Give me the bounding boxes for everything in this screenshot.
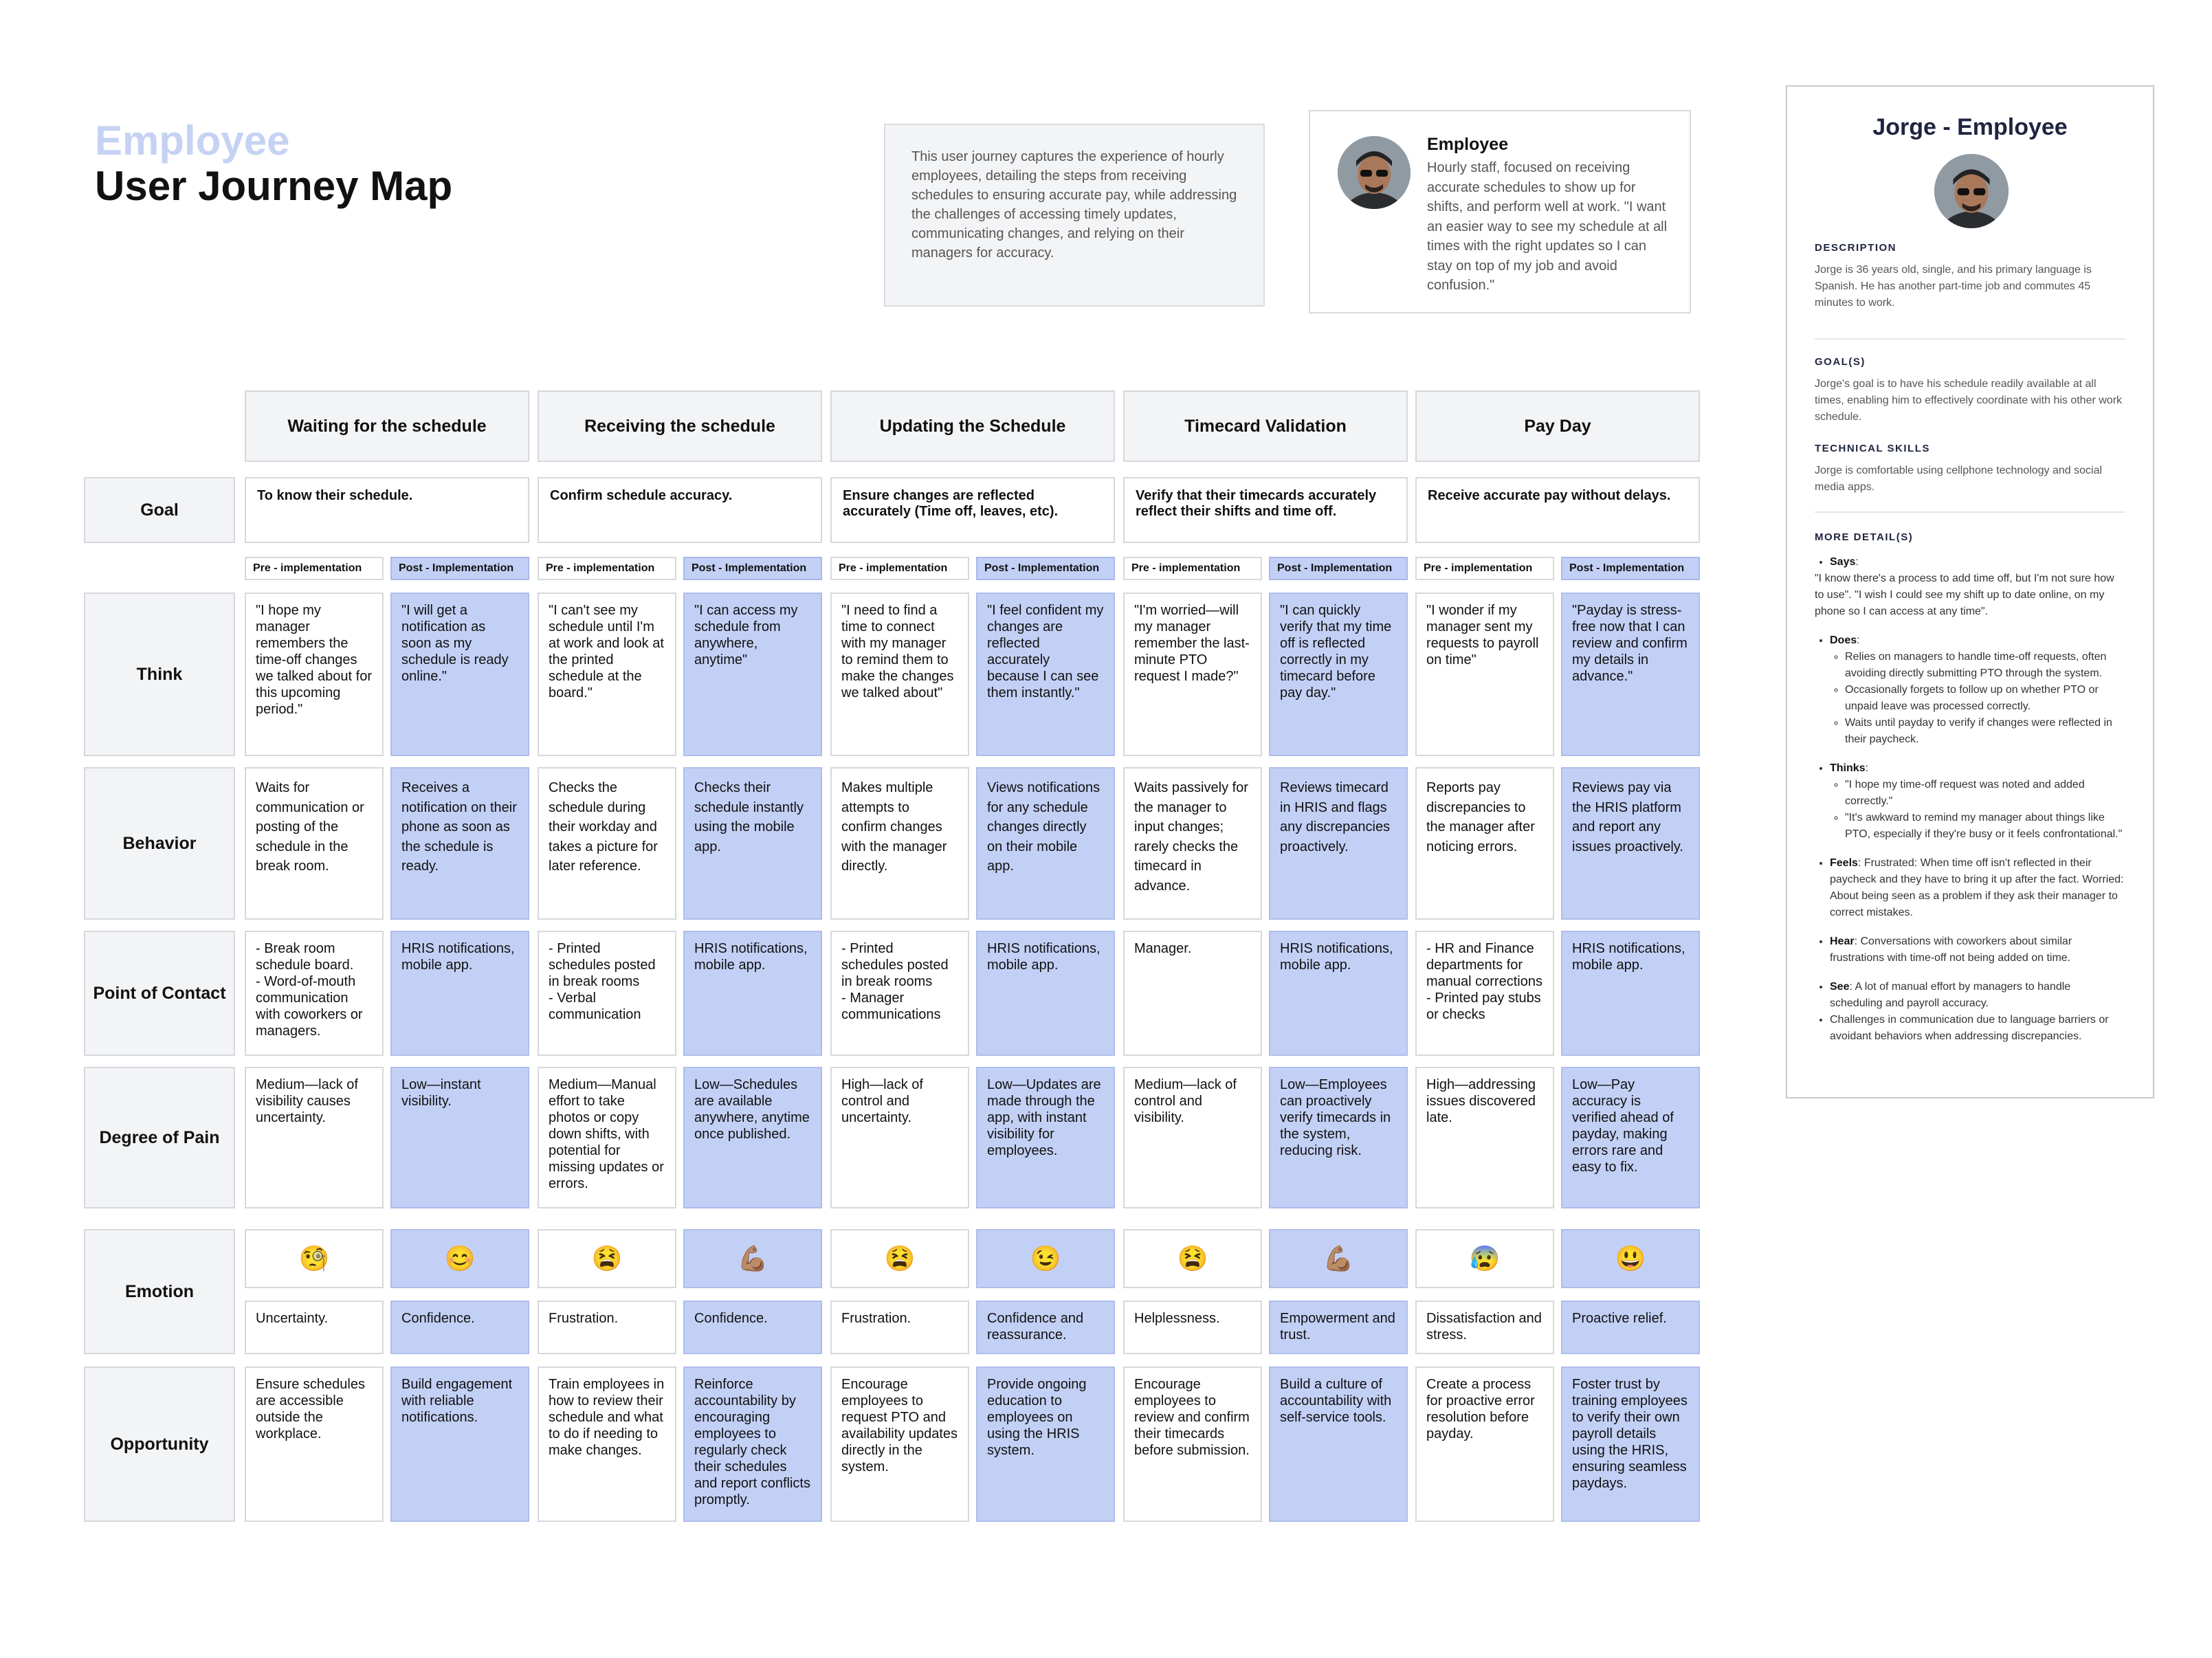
opportunity-cell: Create a process for proactive error resolution before payday. [1415,1367,1554,1522]
avatar [1338,136,1411,209]
emotion-text-cell: Uncertainty. [245,1301,384,1354]
row-label-opportunity: Opportunity [84,1367,235,1522]
emotion-text-cell: Confidence. [683,1301,822,1354]
emotion-text-cell: Confidence and reassurance. [976,1301,1115,1354]
persona-card [1309,110,1691,313]
think-cell: "I'm worried—will my manager remember the last-minute PTO request I made?" [1123,593,1262,756]
opportunity-cell: Ensure schedules are accessible outside the workplace. [245,1367,384,1522]
section-heading: TECHNICAL SKILLS [1815,443,1930,454]
goal-cell: To know their schedule. [245,477,529,543]
stage-header: Pay Day [1415,390,1700,462]
more-details-section [1815,529,2125,1057]
contact-cell: - Printed schedules posted in break rooms - Manager communications [830,931,969,1056]
description-section [1815,242,2125,311]
behavior-cell: Reviews pay via the HRIS platform and report any issues proactively. [1561,767,1700,920]
goals-text: Jorge's goal is to have his schedule readily available at all times, enabling him to effectively coordinate with his other work schedule. [1815,378,2123,423]
emotion-text-cell: Frustration. [538,1301,676,1354]
opportunity-cell: Build engagement with reliable notifications. [390,1367,529,1522]
pain-cell: Low—Updates are made through the app, with instant visibility for employees. [976,1067,1115,1208]
thinks-label: Thinks [1830,762,1866,774]
row-label-contact: Point of Contact [84,931,235,1056]
tag-post-implementation: Post - Implementation [976,557,1115,580]
tag-post-implementation: Post - Implementation [1561,557,1700,580]
see-label: See [1830,981,1850,993]
section-heading: DESCRIPTION [1815,242,1897,254]
see-extra-text: • Challenges in communication due to language barriers or avoidant behaviors when addressing discrepancies. [1830,1012,2125,1045]
pain-cell: Medium—Manual effort to take photos or copy down shifts, with potential for missing updates or errors. [538,1067,676,1208]
behavior-cell: Reviews timecard in HRIS and flags any discrepancies proactively. [1269,767,1408,920]
opportunity-cell: Foster trust by training employees to verify their own payroll details using the HRIS, ensuring seamless paydays. [1561,1367,1700,1522]
profile-card [1786,85,2154,1098]
tag-post-implementation: Post - Implementation [1269,557,1408,580]
stage-header: Updating the Schedule [830,390,1115,462]
behavior-cell: Views notifications for any schedule changes directly on their mobile app. [976,767,1115,920]
pain-cell: Low—Pay accuracy is verified ahead of payday, making errors rare and easy to fix. [1561,1067,1700,1208]
contact-cell: - HR and Finance departments for manual corrections - Printed pay stubs or checks [1415,931,1554,1056]
tag-pre-implementation: Pre - implementation [1415,557,1554,580]
emotion-emoji: 😃 [1561,1229,1700,1288]
row-label-think: Think [84,593,235,756]
profile-name: Jorge - Employee [1872,114,2068,140]
hear-label: Hear [1830,936,1855,947]
list-item: ◦ Relies on managers to handle time-off requests, often avoiding directly submitting PTO through the system. [1845,649,2125,682]
stage-header: Receiving the schedule [538,390,822,462]
skills-section [1815,443,2125,496]
pain-cell: High—lack of control and uncertainty. [830,1067,969,1208]
emotion-emoji: 🧐 [245,1229,384,1288]
contact-cell: - Printed schedules posted in break rooms - Verbal communication [538,931,676,1056]
think-cell: "I feel confident my changes are reflected accurately because I can see them instantly." [976,593,1115,756]
emotion-emoji: 😫 [538,1229,676,1288]
think-cell: "I can quickly verify that my time off is reflected correctly in my timecard before pay day." [1269,593,1408,756]
opportunity-cell: Build a culture of accountability with self-service tools. [1269,1367,1408,1522]
opportunity-cell: Provide ongoing education to employees on using the HRIS system. [976,1367,1115,1522]
row-label-goal: Goal [84,477,235,543]
think-cell: "I hope my manager remembers the time-off changes we talked about for this upcoming period." [245,593,384,756]
emotion-emoji: 😰 [1415,1229,1554,1288]
contact-cell: HRIS notifications, mobile app. [390,931,529,1056]
goal-cell: Ensure changes are reflected accurately (Time off, leaves, etc). [830,477,1115,543]
emotion-emoji: 😫 [1123,1229,1262,1288]
row-label-emotion: Emotion [84,1229,235,1354]
page-title: User Journey Map [95,163,453,209]
think-cell: "I will get a notification as soon as my schedule is ready online." [390,593,529,756]
behavior-cell: Makes multiple attempts to confirm changes with the manager directly. [830,767,969,920]
avatar [1934,154,2009,228]
emotion-text-cell: Confidence. [390,1301,529,1354]
goal-cell: Confirm schedule accuracy. [538,477,822,543]
opportunity-cell: Encourage employees to request PTO and availability updates directly in the system. [830,1367,969,1522]
behavior-cell: Waits passively for the manager to input changes; rarely checks the timecard in advance. [1123,767,1262,920]
emotion-text-cell: Frustration. [830,1301,969,1354]
page-subtitle: Employee [95,118,290,164]
goal-cell: Verify that their timecards accurately reflect their shifts and time off. [1123,477,1408,543]
emotion-emoji: 💪🏽 [1269,1229,1408,1288]
tag-post-implementation: Post - Implementation [390,557,529,580]
opportunity-cell: Reinforce accountability by encouraging employees to regularly check their schedules and report conflicts promptly. [683,1367,822,1522]
opportunity-cell: Train employees in how to review their schedule and what to do if needing to make changes. [538,1367,676,1522]
list-item: ◦ "I hope my time-off request was noted and added correctly." [1845,777,2125,810]
contact-cell: HRIS notifications, mobile app. [1269,931,1408,1056]
skills-text: Jorge is comfortable using cellphone technology and social media apps. [1815,465,2103,493]
emotion-emoji: 😉 [976,1229,1115,1288]
hear-block: • Hear: Conversations with coworkers about similar frustrations with time-off not being added on time. [1815,933,2125,966]
behavior-cell: Receives a notification on their phone as soon as the schedule is ready. [390,767,529,920]
pain-cell: Low—Schedules are available anywhere, anytime once published. [683,1067,822,1208]
row-label-behavior: Behavior [84,767,235,920]
think-cell: "I need to find a time to connect with my manager to remind them to make the changes we talked about" [830,593,969,756]
emotion-text-cell: Dissatisfaction and stress. [1415,1301,1554,1354]
emotion-emoji: 💪🏽 [683,1229,822,1288]
list-item: ◦ Waits until payday to verify if changes were reflected in their paycheck. [1845,715,2125,748]
section-heading: MORE DETAIL(S) [1815,531,1914,543]
contact-cell: HRIS notifications, mobile app. [976,931,1115,1056]
goal-cell: Receive accurate pay without delays. [1415,477,1700,543]
list-item: ◦ "It's awkward to remind my manager about things like PTO, especially if they're busy or it feels confrontational." [1845,810,2125,843]
tag-pre-implementation: Pre - implementation [538,557,676,580]
pain-cell: Low—instant visibility. [390,1067,529,1208]
contact-cell: - Break room schedule board. - Word-of-mouth communication with coworkers or managers. [245,931,384,1056]
intro-box [884,124,1265,307]
emotion-text-cell: Empowerment and trust. [1269,1301,1408,1354]
hear-text: Conversations with coworkers about similar frustrations with time-off not being added on time. [1830,936,2072,964]
thinks-block: • Thinks: ◦ "I hope my time-off request was noted and added correctly." ◦ "It's awkward to remind my manager about things like PTO, especially if they're busy or it feels confrontational." [1815,760,2125,843]
stage-header: Timecard Validation [1123,390,1408,462]
says-label: Says [1830,556,1856,568]
pain-cell: Medium—lack of visibility causes uncertainty. [245,1067,384,1208]
row-label-pain: Degree of Pain [84,1067,235,1208]
think-cell: "Payday is stress-free now that I can review and confirm my details in advance." [1561,593,1700,756]
does-block: • Does: ◦ Relies on managers to handle time-off requests, often avoiding directly submitting PTO through the system. ◦ Occasionally forgets to follow up on whether PTO or unpaid leave was processed correctly. ◦ Waits until payday to verify if changes were reflected in their paycheck. [1815,632,2125,748]
tag-pre-implementation: Pre - implementation [245,557,384,580]
feels-text: Frustrated: When time off isn't reflected in their paycheck and they have to bring it up after the fact. Worried: About being seen as a problem if they ask their manager to correct mistakes. [1830,857,2124,918]
behavior-cell: Checks their schedule instantly using the mobile app. [683,767,822,920]
persona-title: Employee [1427,135,1509,154]
pain-cell: Low—Employees can proactively verify timecards in the system, reducing risk. [1269,1067,1408,1208]
think-cell: "I can access my schedule from anywhere, anytime" [683,593,822,756]
think-cell: "I wonder if my manager sent my requests to payroll on time" [1415,593,1554,756]
pain-cell: High—addressing issues discovered late. [1415,1067,1554,1208]
feels-block: • Feels: Frustrated: When time off isn't reflected in their paycheck and they have to bring it up after the fact. Worried: About being seen as a problem if they ask their manager to correct mistakes. [1815,855,2125,921]
says-block: • Says: "I know there's a process to add time off, but I'm not sure how to use". "I wish I could see my shift up to date online, on my phone so I can access at any time". [1815,554,2125,620]
divider [1815,338,2125,340]
intro-text: This user journey captures the experience of hourly employees, detailing the steps from receiving schedules to ensuring accurate pay, while addressing the challenges of accessing timely updates, communicating changes, and relying on their managers for accuracy. [911,149,1237,261]
emotion-emoji: 😊 [390,1229,529,1288]
behavior-cell: Reports pay discrepancies to the manager after noticing errors. [1415,767,1554,920]
feels-label: Feels [1830,857,1858,869]
tag-post-implementation: Post - Implementation [683,557,822,580]
contact-cell: HRIS notifications, mobile app. [683,931,822,1056]
think-cell: "I can't see my schedule until I'm at work and look at the printed schedule at the board." [538,593,676,756]
emotion-text-cell: Helplessness. [1123,1301,1262,1354]
tag-pre-implementation: Pre - implementation [1123,557,1262,580]
opportunity-cell: Encourage employees to review and confirm their timecards before submission. [1123,1367,1262,1522]
says-text: "I know there's a process to add time off, but I'm not sure how to use". "I wish I could see my shift up to date online, on my phone so I can access at any time". [1815,573,2114,617]
stage-header: Waiting for the schedule [245,390,529,462]
behavior-cell: Checks the schedule during their workday and takes a picture for later reference. [538,767,676,920]
pain-cell: Medium—lack of control and visibility. [1123,1067,1262,1208]
see-text: A lot of manual effort by managers to handle scheduling and payroll accuracy. [1830,981,2071,1009]
persona-description: Hourly staff, focused on receiving accurate schedules to show up for shifts, and perform well at work. "I want an easier way to see my schedule at all times with the right updates so I can stay on top of my job and avoid confusion." [1427,160,1668,293]
divider [1815,511,2125,513]
contact-cell: HRIS notifications, mobile app. [1561,931,1700,1056]
see-block: • See: A lot of manual effort by managers to handle scheduling and payroll accuracy. • Challenges in communication due to language barriers or avoidant behaviors when addressing discrepancies. [1815,979,2125,1045]
emotion-emoji: 😫 [830,1229,969,1288]
description-text: Jorge is 36 years old, single, and his primary language is Spanish. He has another part-time job and commutes 45 minutes to work. [1815,264,2092,309]
list-item: ◦ Occasionally forgets to follow up on whether PTO or unpaid leave was processed correctly. [1845,682,2125,715]
section-heading: GOAL(S) [1815,356,1866,368]
does-label: Does [1830,634,1857,646]
behavior-cell: Waits for communication or posting of the schedule in the break room. [245,767,384,920]
tag-pre-implementation: Pre - implementation [830,557,969,580]
goals-section [1815,356,2125,425]
contact-cell: Manager. [1123,931,1262,1056]
emotion-text-cell: Proactive relief. [1561,1301,1700,1354]
